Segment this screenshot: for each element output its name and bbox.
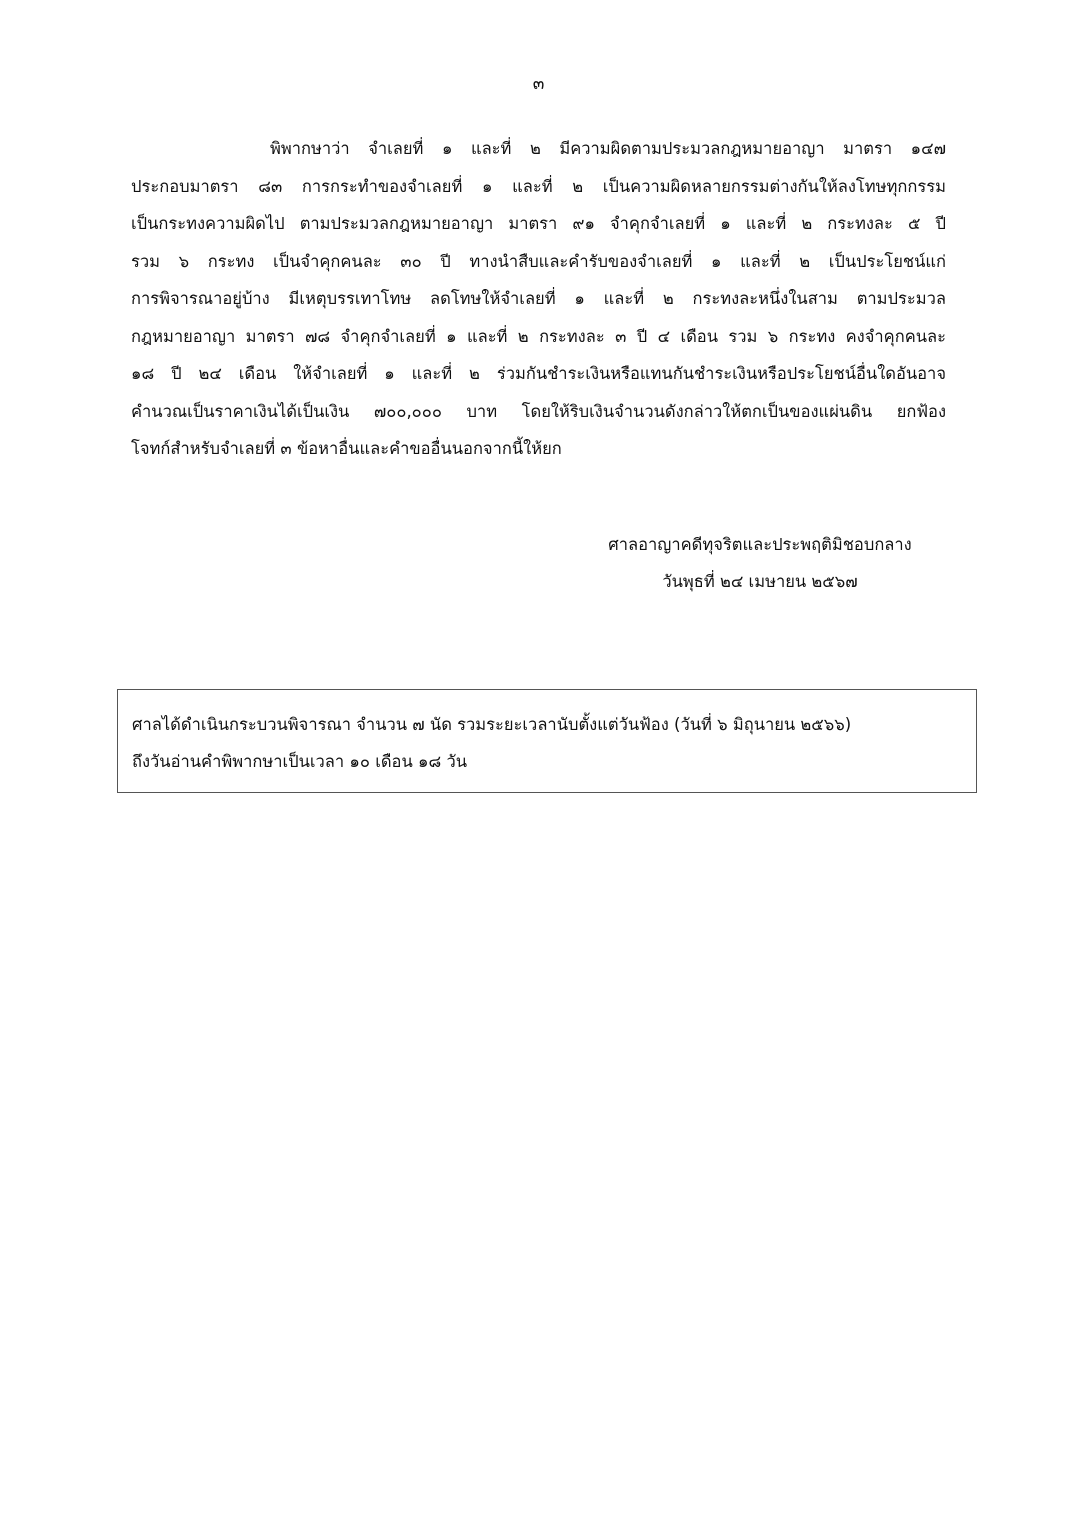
judgment-line: คำนวณเป็นราคาเงินได้เป็นเงิน ๗๐๐,๐๐๐ บาท โดยให้ริบเงินจำนวนดังกล่าวให้ตกเป็นของแผ่นดิน ยกฟ้อง xyxy=(131,401,946,421)
judgment-line: พิพากษาว่า จำเลยที่ ๑ และที่ ๒ มีความผิดตามประมวลกฎหมายอาญา มาตรา ๑๔๗ xyxy=(270,139,946,158)
judgment-line: ประกอบมาตรา ๘๓ การกระทำของจำเลยที่ ๑ และที่ ๒ เป็นความผิดหลายกรรมต่างกันให้ลงโทษทุกกรรม xyxy=(131,176,946,196)
judgment-line: การพิจารณาอยู่บ้าง มีเหตุบรรเทาโทษ ลดโทษให้จำเลยที่ ๑ และที่ ๒ กระทงละหนึ่งในสาม ตามประมวล xyxy=(131,289,946,308)
page-number: ๓ xyxy=(532,74,545,94)
notice-line: ถึงวันอ่านคำพิพากษาเป็นเวลา ๑๐ เดือน ๑๘ วัน xyxy=(132,752,467,771)
judgment-line: เป็นกระทงความผิดไป ตามประมวลกฎหมายอาญา มาตรา ๙๑ จำคุกจำเลยที่ ๑ และที่ ๒ กระทงละ ๕ ปี xyxy=(131,214,946,233)
proceedings-notice-box xyxy=(117,689,977,793)
signature-block xyxy=(540,526,980,600)
court-name: ศาลอาญาคดีทุจริตและประพฤติมิชอบกลาง xyxy=(608,535,912,554)
notice-line: ศาลได้ดำเนินกระบวนพิจารณา จำนวน ๗ นัด รวมระยะเวลานับตั้งแต่วันฟ้อง (วันที่ ๖ มิถุนายน ๒๕๖๖) xyxy=(132,715,852,734)
judgment-line: รวม ๖ กระทง เป็นจำคุกคนละ ๓๐ ปี ทางนำสืบและคำรับของจำเลยที่ ๑ และที่ ๒ เป็นประโยชน์แก่ xyxy=(131,251,946,271)
judgment-line: กฎหมายอาญา มาตรา ๗๘ จำคุกจำเลยที่ ๑ และที่ ๒ กระทงละ ๓ ปี ๔ เดือน รวม ๖ กระทง คงจำคุกคนละ xyxy=(131,326,946,346)
judgment-line: ๑๘ ปี ๒๔ เดือน ให้จำเลยที่ ๑ และที่ ๒ ร่วมกันชำระเงินหรือแทนกันชำระเงินหรือประโยชน์อื่นใดอันอาจ xyxy=(131,364,946,383)
judgment-paragraph xyxy=(131,130,946,468)
judgment-line: โจทก์สำหรับจำเลยที่ ๓ ข้อหาอื่นและคำขออื่นนอกจากนี้ให้ยก xyxy=(131,439,562,458)
judgment-date: วันพุธที่ ๒๔ เมษายน ๒๕๖๗ xyxy=(662,572,858,591)
